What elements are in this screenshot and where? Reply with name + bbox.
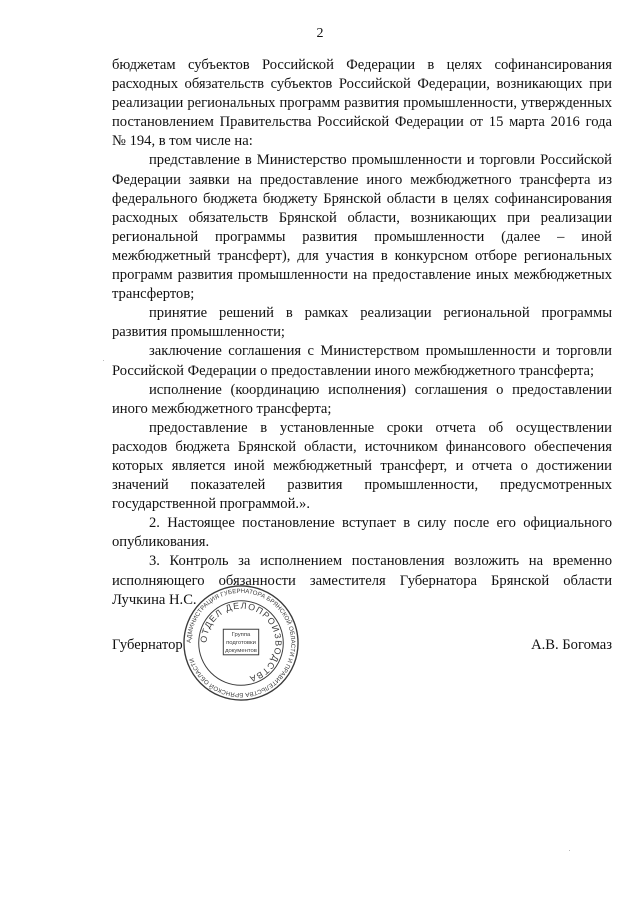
paragraph-7: 2. Настоящее постановление вступает в силу после его официального опубликования. xyxy=(112,515,612,551)
scan-speck xyxy=(103,360,104,361)
signatory-title: Губернатор xyxy=(112,637,183,653)
scan-speck xyxy=(569,850,570,851)
stamp-outer-text: АДМИНИСТРАЦИЯ ГУБЕРНАТОРА БРЯНСКОЙ ОБЛАСТИ И ПРАВИТЕЛЬСТВА БРЯНСКОЙ ОБЛАСТИ xyxy=(185,587,297,699)
stamp-center-line-2: подготовки xyxy=(226,639,256,646)
stamp-inner-text: ОТДЕЛ ДЕЛОПРОИЗВОДСТВА xyxy=(198,600,284,685)
department-stamp xyxy=(182,584,300,702)
paragraph-8: 3. Контроль за исполнением постановления возложить на временно исполняющего обязанности заместителя Губернатора Брянской области Лучкина Н.С. xyxy=(112,553,612,608)
document-body xyxy=(112,56,612,610)
paragraph-5: исполнение (координацию исполнения) соглашения о предоставлении иного межбюджетного трансферта; xyxy=(112,381,612,417)
paragraph-4: заключение соглашения с Министерством промышленности и торговли Российской Федерации о предоставлении иного межбюджетного трансферта; xyxy=(112,343,612,379)
paragraph-6: предоставление в установленные сроки отчета об осуществлении расходов бюджета Брянской области, источником финансового обеспечения которых является иной межбюджетный трансферт, и отчета о достижении значений показателей развития промышленности, предусмотренных государственной программой.». xyxy=(112,419,612,513)
paragraph-3: принятие решений в рамках реализации региональной программы развития промышленности; xyxy=(112,305,612,341)
paragraph-2: представление в Министерство промышленности и торговли Российской Федерации заявки на предоставление иного межбюджетного трансферта из федерального бюджета бюджету Брянской области в целях софинансирования расходных обязательств Брянской области, возникающих при реализации региональной программы развития промышленности (далее – иной межбюджетный трансферт), для участия в конкурсном отборе региональных программ развития промышленности на предоставление иных межбюджетных трансфертов; xyxy=(112,152,612,303)
stamp-center-line-1: Группа xyxy=(231,632,251,639)
stamp-center-line-3: документов xyxy=(225,647,257,654)
page-number: 2 xyxy=(316,26,324,41)
paragraph-1: бюджетам субъектов Российской Федерации в целях софинансирования расходных обязательств субъектов Российской Федерации, возникающих при реализации региональных программ развития промышленности, утвержденных постановлением Правительства Российской Федерации от 15 марта 2016 года № 194, в том числе на: xyxy=(112,57,612,150)
signatory-name: А.В. Богомаз xyxy=(531,637,612,653)
